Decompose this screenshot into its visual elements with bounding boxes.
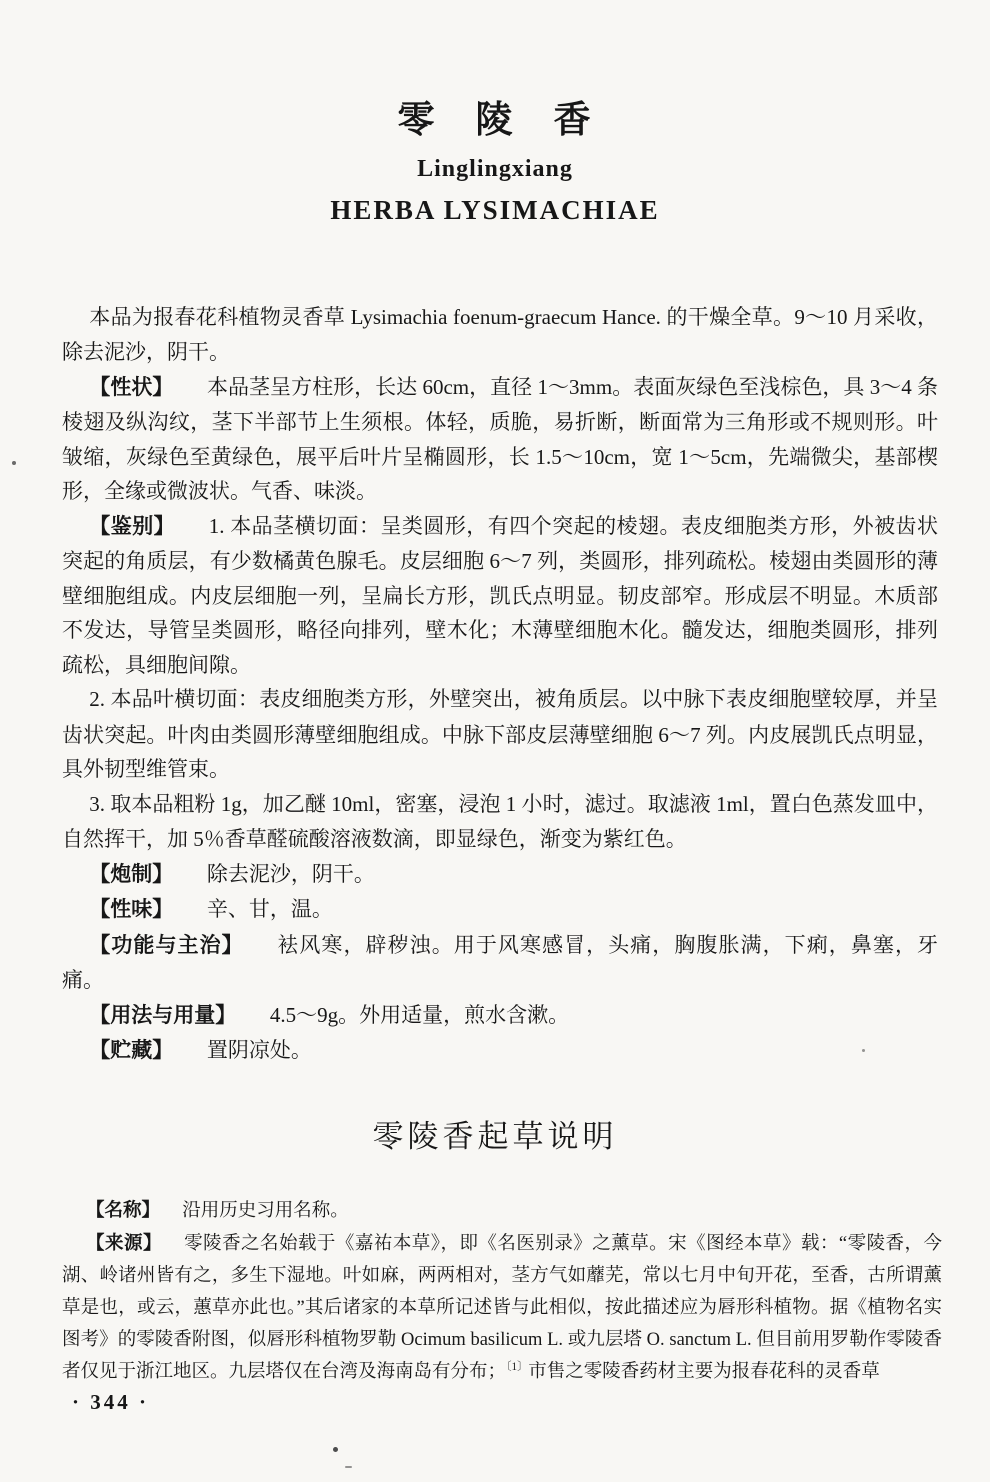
notes-body: [62, 1194, 942, 1388]
xingzhuang-paragraph: [62, 370, 938, 509]
page-number: · 344 ·: [72, 1390, 150, 1414]
jianbie-paragraph-1: [62, 509, 938, 683]
section-text-continued: 市售之零陵香药材主要为报春花科的灵香草: [528, 1361, 880, 1382]
page-title: 零 陵 香: [397, 100, 593, 141]
jianbie-paragraph-2: [62, 682, 938, 787]
gongneng-paragraph: [62, 928, 938, 998]
section-text: 2. 本品叶横切面：表皮细胞类方形，外壁突出，被角质层。以中脉下表皮细胞壁较厚，并呈齿状突起。叶肉由类圆形薄壁细胞组成。中脉下部皮层薄壁细胞 6～7 列。内皮展凯氏点明显，具外韧型维管束。: [62, 687, 938, 782]
title-latin: HERBA LYSIMACHIAE: [330, 194, 660, 225]
section-text: 辛、甘，温。: [206, 897, 333, 922]
section-label: 【性状】: [89, 375, 174, 399]
section-text: 除去泥沙，阴干。: [206, 861, 375, 886]
section-text: 1. 本品茎横切面：呈类圆形，有四个突起的棱翅。表皮细胞类方形，外被齿状突起的角质层，有少数橘黄色腺毛。皮层细胞 6～7 列，类圆形，排列疏松。棱翅由类圆形的薄壁细胞组成。内皮层细胞一列，呈扁长方形，凯氏点明显。韧皮部窄。形成层不明显。木质部不发达，导管呈类圆形，略径向排列，壁木化；木薄壁细胞木化。髓发达，细胞类圆形，排列疏松，具细胞间隙。: [62, 513, 939, 677]
section-label: 【贮藏】: [89, 1039, 174, 1063]
section-text: 沿用历史习用名称。: [182, 1200, 349, 1221]
intro-paragraph: [62, 300, 938, 370]
scan-speck: [862, 1049, 865, 1052]
paozhi-paragraph: [62, 857, 938, 893]
scan-speck: [12, 461, 16, 465]
section-text: 袪风寒，辟秽浊。用于风寒感冒，头痛，胸腹胀满，下痢，鼻塞，牙痛。: [62, 932, 939, 993]
section-label: 【来源】: [86, 1231, 162, 1253]
monograph-body: [62, 300, 938, 1069]
section-text: 本品为报春花科植物灵香草 Lysimachia foenum-graecum Hance. 的干燥全草。9～10 月采收，除去泥沙，阴干。: [62, 304, 938, 365]
section-text: 零陵香之名始载于《嘉祐本草》，即《名医别录》之薰草。宋《图经本草》载：“零陵香，今湖、岭诸州皆有之，多生下湿地。叶如麻，两两相对，茎方气如蘼芜，常以七月中旬开花，至香，古所谓薰草是也，或云，蕙草亦此也。”其后诸家的本草所记述皆与此相似，按此描述应为唇形科植物。据《植物名实图考》的零陵香附图，似唇形科植物罗勒 Ocimum basilicum L. 或九层塔 O. sanctum L. 但目前用罗勒作零陵香者仅见于浙江地区。九层塔仅在台湾及海南岛有分布；: [62, 1233, 942, 1382]
mingcheng-paragraph: [62, 1194, 942, 1227]
section-label: 【性味】: [89, 898, 174, 922]
section-label: 【名称】: [86, 1198, 161, 1220]
footnote-reference: 〔1〕: [506, 1360, 529, 1373]
section-text: 4.5～9g。外用适量，煎水含漱。: [269, 1002, 570, 1027]
section-label: 【功能与主治】: [89, 933, 244, 957]
section-label: 【用法与用量】: [89, 1003, 237, 1027]
zhucang-paragraph: [62, 1033, 938, 1069]
section-text: 置阴凉处。: [206, 1038, 312, 1063]
yongfa-paragraph: [62, 998, 938, 1034]
section-text: 本品茎呈方柱形，长达 60cm，直径 1～3mm。表面灰绿色至浅棕色，具 3～4 条棱翅及纵沟纹，茎下半部节上生须根。体轻，质脆，易折断，断面常为三角形或不规则形。叶皱缩，灰绿色至黄绿色，展平后叶片呈椭圆形，长 1.5～10cm，宽 1～5cm，先端微尖，基部楔形，全缘或微波状。气香、味淡。: [62, 374, 939, 504]
laiyuan-paragraph: [62, 1227, 942, 1388]
section-text: 3. 取本品粗粉 1g，加乙醚 10ml，密塞，浸泡 1 小时，滤过。取滤液 1ml，置白色蒸发皿中，自然挥干，加 5％香草醛硫酸溶液数滴，即显绿色，渐变为紫红色。: [62, 791, 938, 852]
jianbie-paragraph-3: [62, 787, 938, 857]
section-label: 【鉴别】: [89, 514, 176, 538]
section-label: 【炮制】: [89, 862, 174, 886]
monograph-header: [0, 0, 990, 226]
xingwei-paragraph: [62, 892, 938, 928]
notes-heading: 零陵香起草说明: [372, 1118, 618, 1154]
title-pinyin: Linglingxiang: [417, 155, 573, 182]
scan-speck: [333, 1447, 338, 1452]
scan-speck: [345, 1466, 352, 1468]
